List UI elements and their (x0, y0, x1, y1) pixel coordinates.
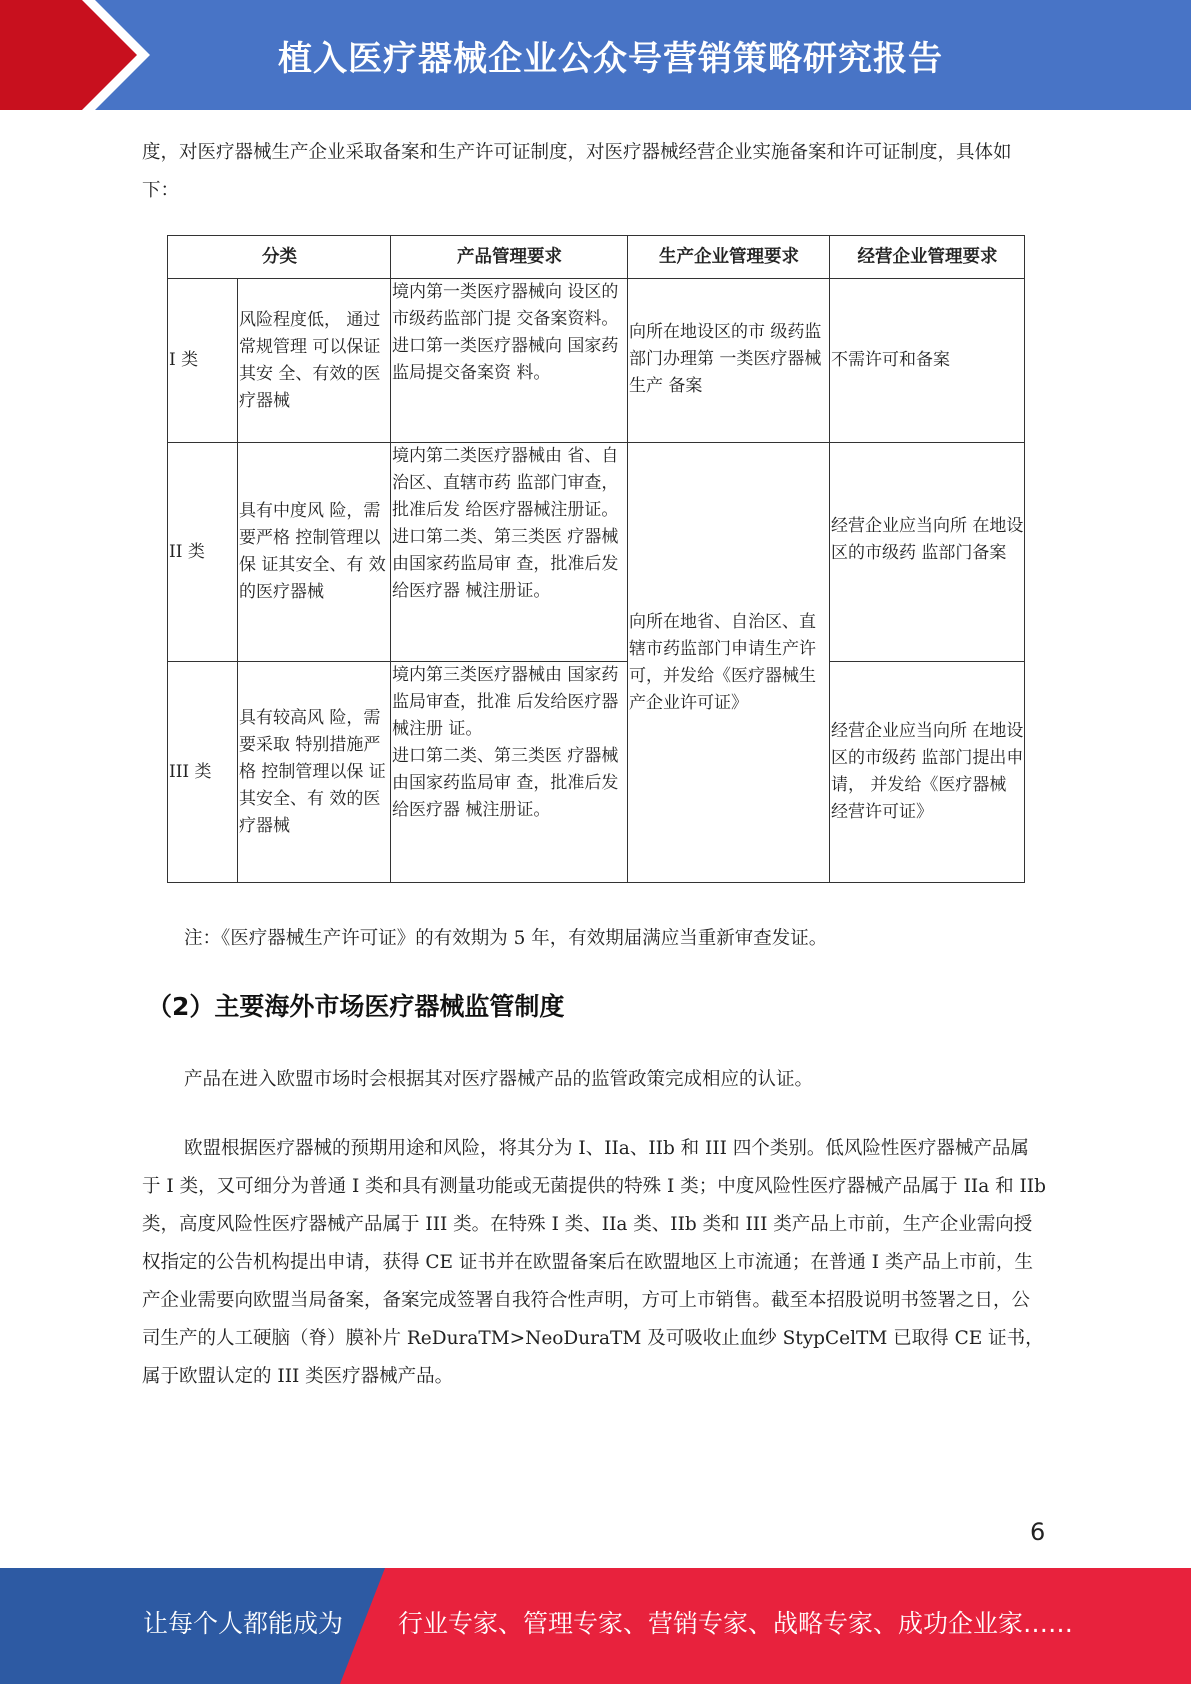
report-title: 植入医疗器械企业公众号营销策略研究报告 (278, 38, 943, 79)
table-row (168, 662, 1025, 883)
operation-cell: 不需许可和备案 (830, 279, 1025, 443)
table-row (168, 279, 1025, 443)
operation-cell: 经营企业应当向所 在地设区的市级药 监部门备案 (830, 443, 1025, 662)
production-cell: 向所在地设区的市 级药监部门办理第 一类医疗器械生产 备案 (628, 279, 830, 443)
intro-paragraph: 度，对医疗器械生产企业采取备案和生产许可证制度，对医疗器械经营企业实施备案和许可证制度，具体如下： (142, 142, 1012, 201)
footer-banner (0, 1568, 1191, 1684)
risk-cell: 风险程度低， 通过常规管理 可以保证其安 全、有效的医 疗器械 (238, 279, 391, 443)
table-row (168, 443, 1025, 662)
product-cell: 境内第二类医疗器械由 省、自治区、直辖市药 监部门审查，批准后发 给医疗器械注册证。 进口第二类、第三类医 疗器械由国家药监局审 查，批准后发给医疗器 械注册证。 (391, 443, 628, 662)
risk-cell: 具有中度风 险，需要严格 控制管理以保 证其安全、有 效的医疗器械 (238, 443, 391, 662)
footer-slogan-right: 行业专家、管理专家、营销专家、战略专家、成功企业家…… (398, 1609, 1074, 1638)
product-cell: 境内第三类医疗器械由 国家药监局审查，批准 后发给医疗器械注册 证。 进口第二类、第三类医 疗器械由国家药监局审 查，批准后发给医疗器 械注册证。 (391, 662, 628, 883)
class-cell: III 类 (168, 662, 238, 883)
production-cell-shared: 向所在地省、自治区、直辖市药监部门申请生产许可，并发给《医疗器械生产企业许可证》 (628, 443, 830, 883)
section-heading: （2）主要海外市场医疗器械监管制度 (147, 992, 565, 1021)
table-note: 注：《医疗器械生产许可证》的有效期为 5 年，有效期届满应当重新审查发证。 (184, 928, 828, 949)
product-cell: 境内第一类医疗器械向 设区的市级药监部门提 交备案资料。 进口第一类医疗器械向 国家药监局提交备案资 料。 (391, 279, 628, 443)
footer-slogan-left: 让每个人都能成为 (143, 1609, 344, 1638)
section-paragraph-1: 产品在进入欧盟市场时会根据其对医疗器械产品的监管政策完成相应的认证。 (184, 1069, 814, 1090)
table-header-row (168, 236, 1025, 279)
header-product-requirements: 产品管理要求 (391, 236, 628, 279)
header-category: 分类 (168, 236, 391, 279)
risk-cell: 具有较高风 险，需要采取 特别措施严格 控制管理以保 证其安全、有 效的医疗器械 (238, 662, 391, 883)
class-cell: II 类 (168, 443, 238, 662)
header-bar (0, 0, 1191, 110)
class-cell: I 类 (168, 279, 238, 443)
regulation-table (167, 235, 1025, 883)
section-paragraph-2: 欧盟根据医疗器械的预期用途和风险，将其分为 I、IIa、IIb 和 III 四个类别。低风险性医疗器械产品属于 I 类，又可细分为普通 I 类和具有测量功能或无菌提供的特殊 I 类；中度风险性医疗器械产品属于 IIa 和 IIb 类，高度风险性医疗器械产品属于 III 类。在特殊 I 类、IIa 类、IIb 类和 III 类产品上市前，生产企业需向授权指定的公告机构提出申请，获得 CE 证书并在欧盟备案后在欧盟地区上市流通；在普通 I 类产品上市前，生产企业需要向欧盟当局备案，备案完成签署自我符合性声明，方可上市销售。截至本招股说明书签署之日，公司生产的人工硬脑（脊）膜补片 ReDuraTM>NeoDuraTM 及可吸收止血纱 StypCelTM 已取得 CE 证书，属于欧盟认定的 III 类医疗器械产品。 (142, 1138, 1046, 1387)
page-number: 6 (1030, 1518, 1046, 1546)
header-operation-requirements: 经营企业管理要求 (830, 236, 1025, 279)
operation-cell: 经营企业应当向所 在地设区的市级药 监部门提出申请， 并发给《医疗器械 经营许可证》 (830, 662, 1025, 883)
header-production-requirements: 生产企业管理要求 (628, 236, 830, 279)
